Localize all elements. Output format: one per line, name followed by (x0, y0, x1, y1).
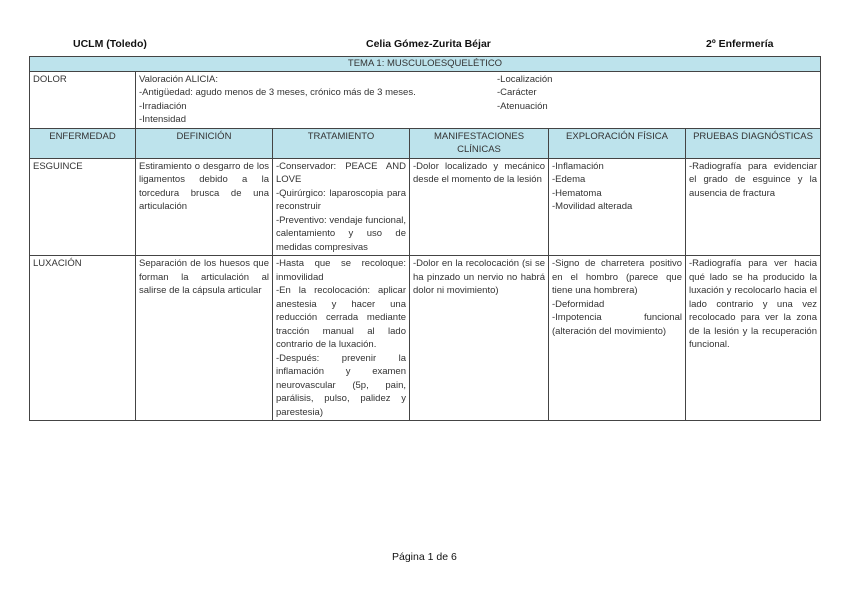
exploration-item: -Deformidad (552, 298, 605, 310)
pain-right-1: -Localización (497, 73, 553, 85)
treatment-item: -Preventivo: vendaje funcional, calentamiento y uso de medidas compresivas (276, 214, 406, 253)
table-row (30, 158, 821, 256)
header-institution: UCLM (Toledo) (73, 38, 147, 50)
manifestation-item: -Dolor en la recolocación (si se ha pinzado un nervio no habrá dolor ni movimiento) (413, 258, 545, 296)
column-header-row (30, 128, 821, 158)
manifestation-item: -Dolor localizado y mecánico desde el momento de la lesión (413, 160, 545, 185)
exploration-cell (549, 158, 686, 256)
pain-line-2: -Antigüedad: agudo menos de 3 meses, crónico más de 3 meses. (139, 87, 416, 98)
test-item: -Radiografía para ver hacia qué lado se ha producido la luxación y recolocarlo hacia el lado contrario y una vez recolocado para ver la zona de la lesión y la recuperación funcional. (689, 258, 817, 350)
exploration-item: -Edema (552, 174, 586, 185)
treatment-cell (273, 158, 410, 256)
manifestations-cell (410, 256, 549, 421)
pain-line-4: -Intensidad (139, 114, 187, 125)
page-number: Página 1 de 6 (392, 551, 457, 563)
column-header: EXPLORACIÓN FÍSICA (549, 128, 686, 158)
column-header: MANIFESTACIONES CLÍNICAS (410, 128, 549, 158)
definition-cell: Separación de los huesos que forman la articulación al salirse de la cápsula articular (136, 256, 273, 421)
pain-row (30, 71, 821, 128)
pain-right-2: -Carácter (497, 87, 537, 98)
test-item: -Radiografía para evidenciar el grado de esguince y la ausencia de fractura (689, 160, 817, 199)
treatment-item: -Conservador: PEACE AND LOVE (276, 160, 406, 185)
column-header: PRUEBAS DIAGNÓSTICAS (686, 128, 821, 158)
treatment-item: -En la recolocación: aplicar anestesia y hacer una reducción cerrada mediante tracción manual al lado contrario de la luxación. (276, 285, 406, 350)
disease-name: ESGUINCE (30, 158, 136, 256)
exploration-item: -Impotencia funcional (alteración del movimiento) (552, 312, 682, 337)
pain-label: DOLOR (30, 71, 136, 128)
tests-cell (686, 158, 821, 256)
pain-line-3: -Irradiación (139, 100, 187, 112)
header-author: Celia Gómez-Zurita Béjar (366, 38, 491, 50)
table-title: TEMA 1: MUSCULOESQUELÉTICO (30, 57, 821, 72)
column-header: DEFINICIÓN (136, 128, 273, 158)
manifestations-cell (410, 158, 549, 256)
exploration-item: -Hematoma (552, 187, 602, 199)
disease-name: LUXACIÓN (30, 256, 136, 421)
definition-cell: Estiramiento o desgarro de los ligamentos debido a la torcedura brusca de una articulación (136, 158, 273, 256)
column-header: TRATAMIENTO (273, 128, 410, 158)
exploration-item: -Inflamación (552, 160, 604, 172)
tests-cell (686, 256, 821, 421)
pain-assessment (136, 71, 821, 128)
pain-line-1: Valoración ALICIA: (139, 73, 219, 85)
table-row (30, 256, 821, 421)
header-course: 2º Enfermería (706, 38, 774, 50)
pain-right-3: -Atenuación (497, 100, 548, 112)
exploration-cell (549, 256, 686, 421)
exploration-item: -Signo de charretera positivo en el hombro (parece que tiene una hombrera) (552, 258, 682, 296)
exploration-item: -Movilidad alterada (552, 201, 633, 212)
treatment-item: -Quirúrgico: laparoscopia para reconstruir (276, 187, 406, 212)
musculoskeletal-table (29, 56, 821, 421)
treatment-cell (273, 256, 410, 421)
treatment-item: -Hasta que se recoloque: inmovilidad (276, 258, 406, 283)
column-header: ENFERMEDAD (30, 128, 136, 158)
treatment-item: -Después: prevenir la inflamación y examen neurovascular (5p, pain, parálisis, pulso, palidez y parestesia) (276, 352, 406, 418)
table-title-row (30, 57, 821, 72)
